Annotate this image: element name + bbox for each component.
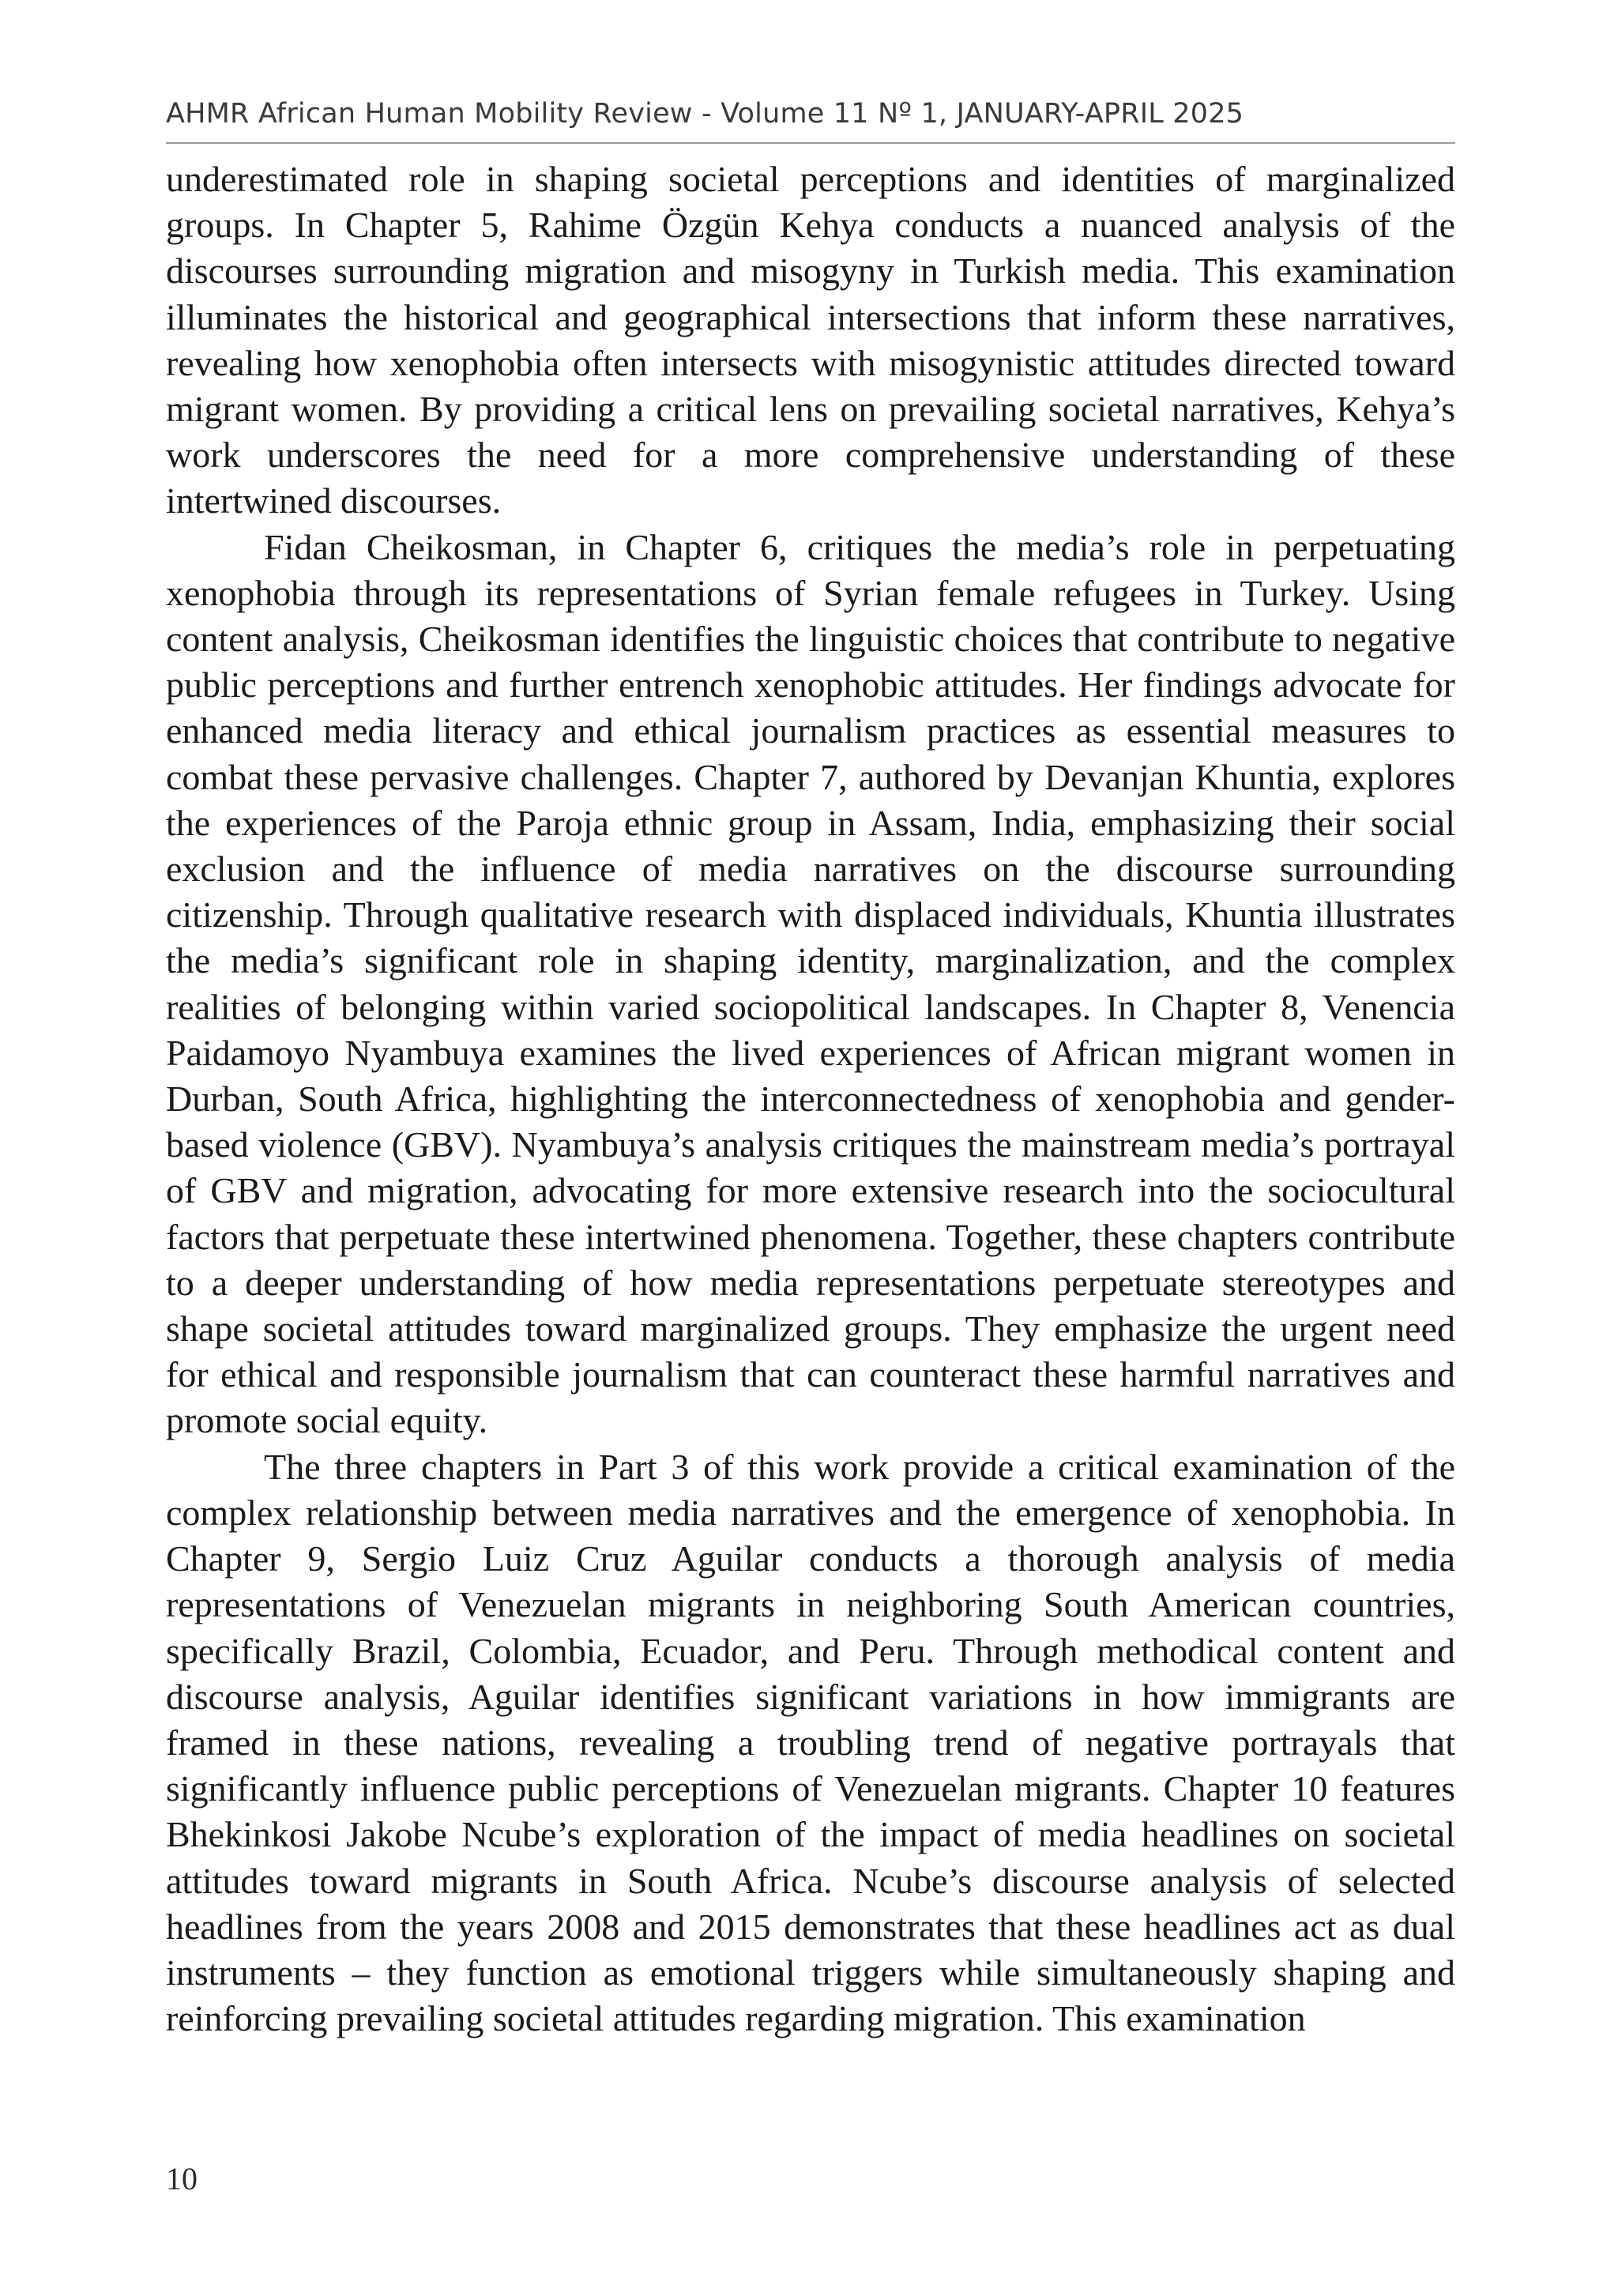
paragraph-part-3: The three chapters in Part 3 of this work provide a critical examination of the complex relationship between media narratives and the emergence of xenophobia. In Chapter 9, Sergio Luiz Cruz Aguilar conducts a thorough analysis of media representations of Venezuelan migrants in neighboring South American countries, specifically Brazil, Colombia, Ecuador, and Peru. Through methodical content and discourse analysis, Aguilar identifies significant variations in how immigrants are framed in these nations, revealing a troubling trend of negative portrayals that significantly influence public perceptions of Venezuelan migrants. Chapter 10 features Bhekinkosi Jakobe Ncube’s exploration of the impact of media headlines on societal attitudes toward migrants in South Africa. Ncube’s discourse analysis of selected headlines from the years 2008 and 2015 demonstrates that these headlines act as dual instruments – they function as emotional triggers while simultaneously shaping and reinforcing prevailing societal attitudes regarding migration. This examination	[166, 1446, 1455, 2039]
paragraph-chapters-6-8: Fidan Cheikosman, in Chapter 6, critiques the media’s role in perpetuating xenophobia through its representations of Syrian female refugees in Turkey. Using content analysis, Cheikosman identifies the linguistic choices that contribute to negative public perceptions and further entrench xenophobic attitudes. Her findings advocate for enhanced media literacy and ethical journalism practices as essential measures to combat these pervasive challenges. Chapter 7, authored by Devanjan Khuntia, explores the experiences of the Paroja ethnic group in Assam, India, emphasizing their social exclusion and the influence of media narratives on the discourse surrounding citizenship. Through qualitative research with displaced individuals, Khuntia illustrates the media’s significant role in shaping identity, marginalization, and the complex realities of belonging within varied sociopolitical landscapes. In Chapter 8, Venencia Paidamoyo Nyambuya examines the lived experiences of African migrant women in Durban, South Africa, highlighting the interconnectedness of xenophobia and gender-based violence (GBV). Nyambuya’s analysis critiques the mainstream media’s portrayal of GBV and migration, advocating for more extensive research into the sociocultural factors that perpetuate these intertwined phenomena. Together, these chapters contribute to a deeper understanding of how media representations perpetuate stereotypes and shape societal attitudes toward marginalized groups. They emphasize the urgent need for ethical and responsible journalism that can counteract these harmful narratives and promote social equity.	[166, 526, 1455, 1441]
header-divider	[166, 142, 1455, 144]
paragraph-continued: underestimated role in shaping societal perceptions and identities of marginalized groups. In Chapter 5, Rahime Özgün Kehya conducts a nuanced analysis of the discourses surrounding migration and misogyny in Turkish media. This examination illuminates the historical and geographical intersections that inform these narratives, revealing how xenophobia often intersects with misogynistic attitudes directed toward migrant women. By providing a critical lens on prevailing societal narratives, Kehya’s work underscores the need for a more comprehensive understanding of these intertwined discourses.	[166, 159, 1455, 521]
body-text	[166, 156, 1455, 2042]
page-number: 10	[166, 2161, 198, 2196]
running-head: AHMR African Human Mobility Review - Volume 11 Nº 1, JANUARY-APRIL 2025	[166, 98, 1244, 130]
